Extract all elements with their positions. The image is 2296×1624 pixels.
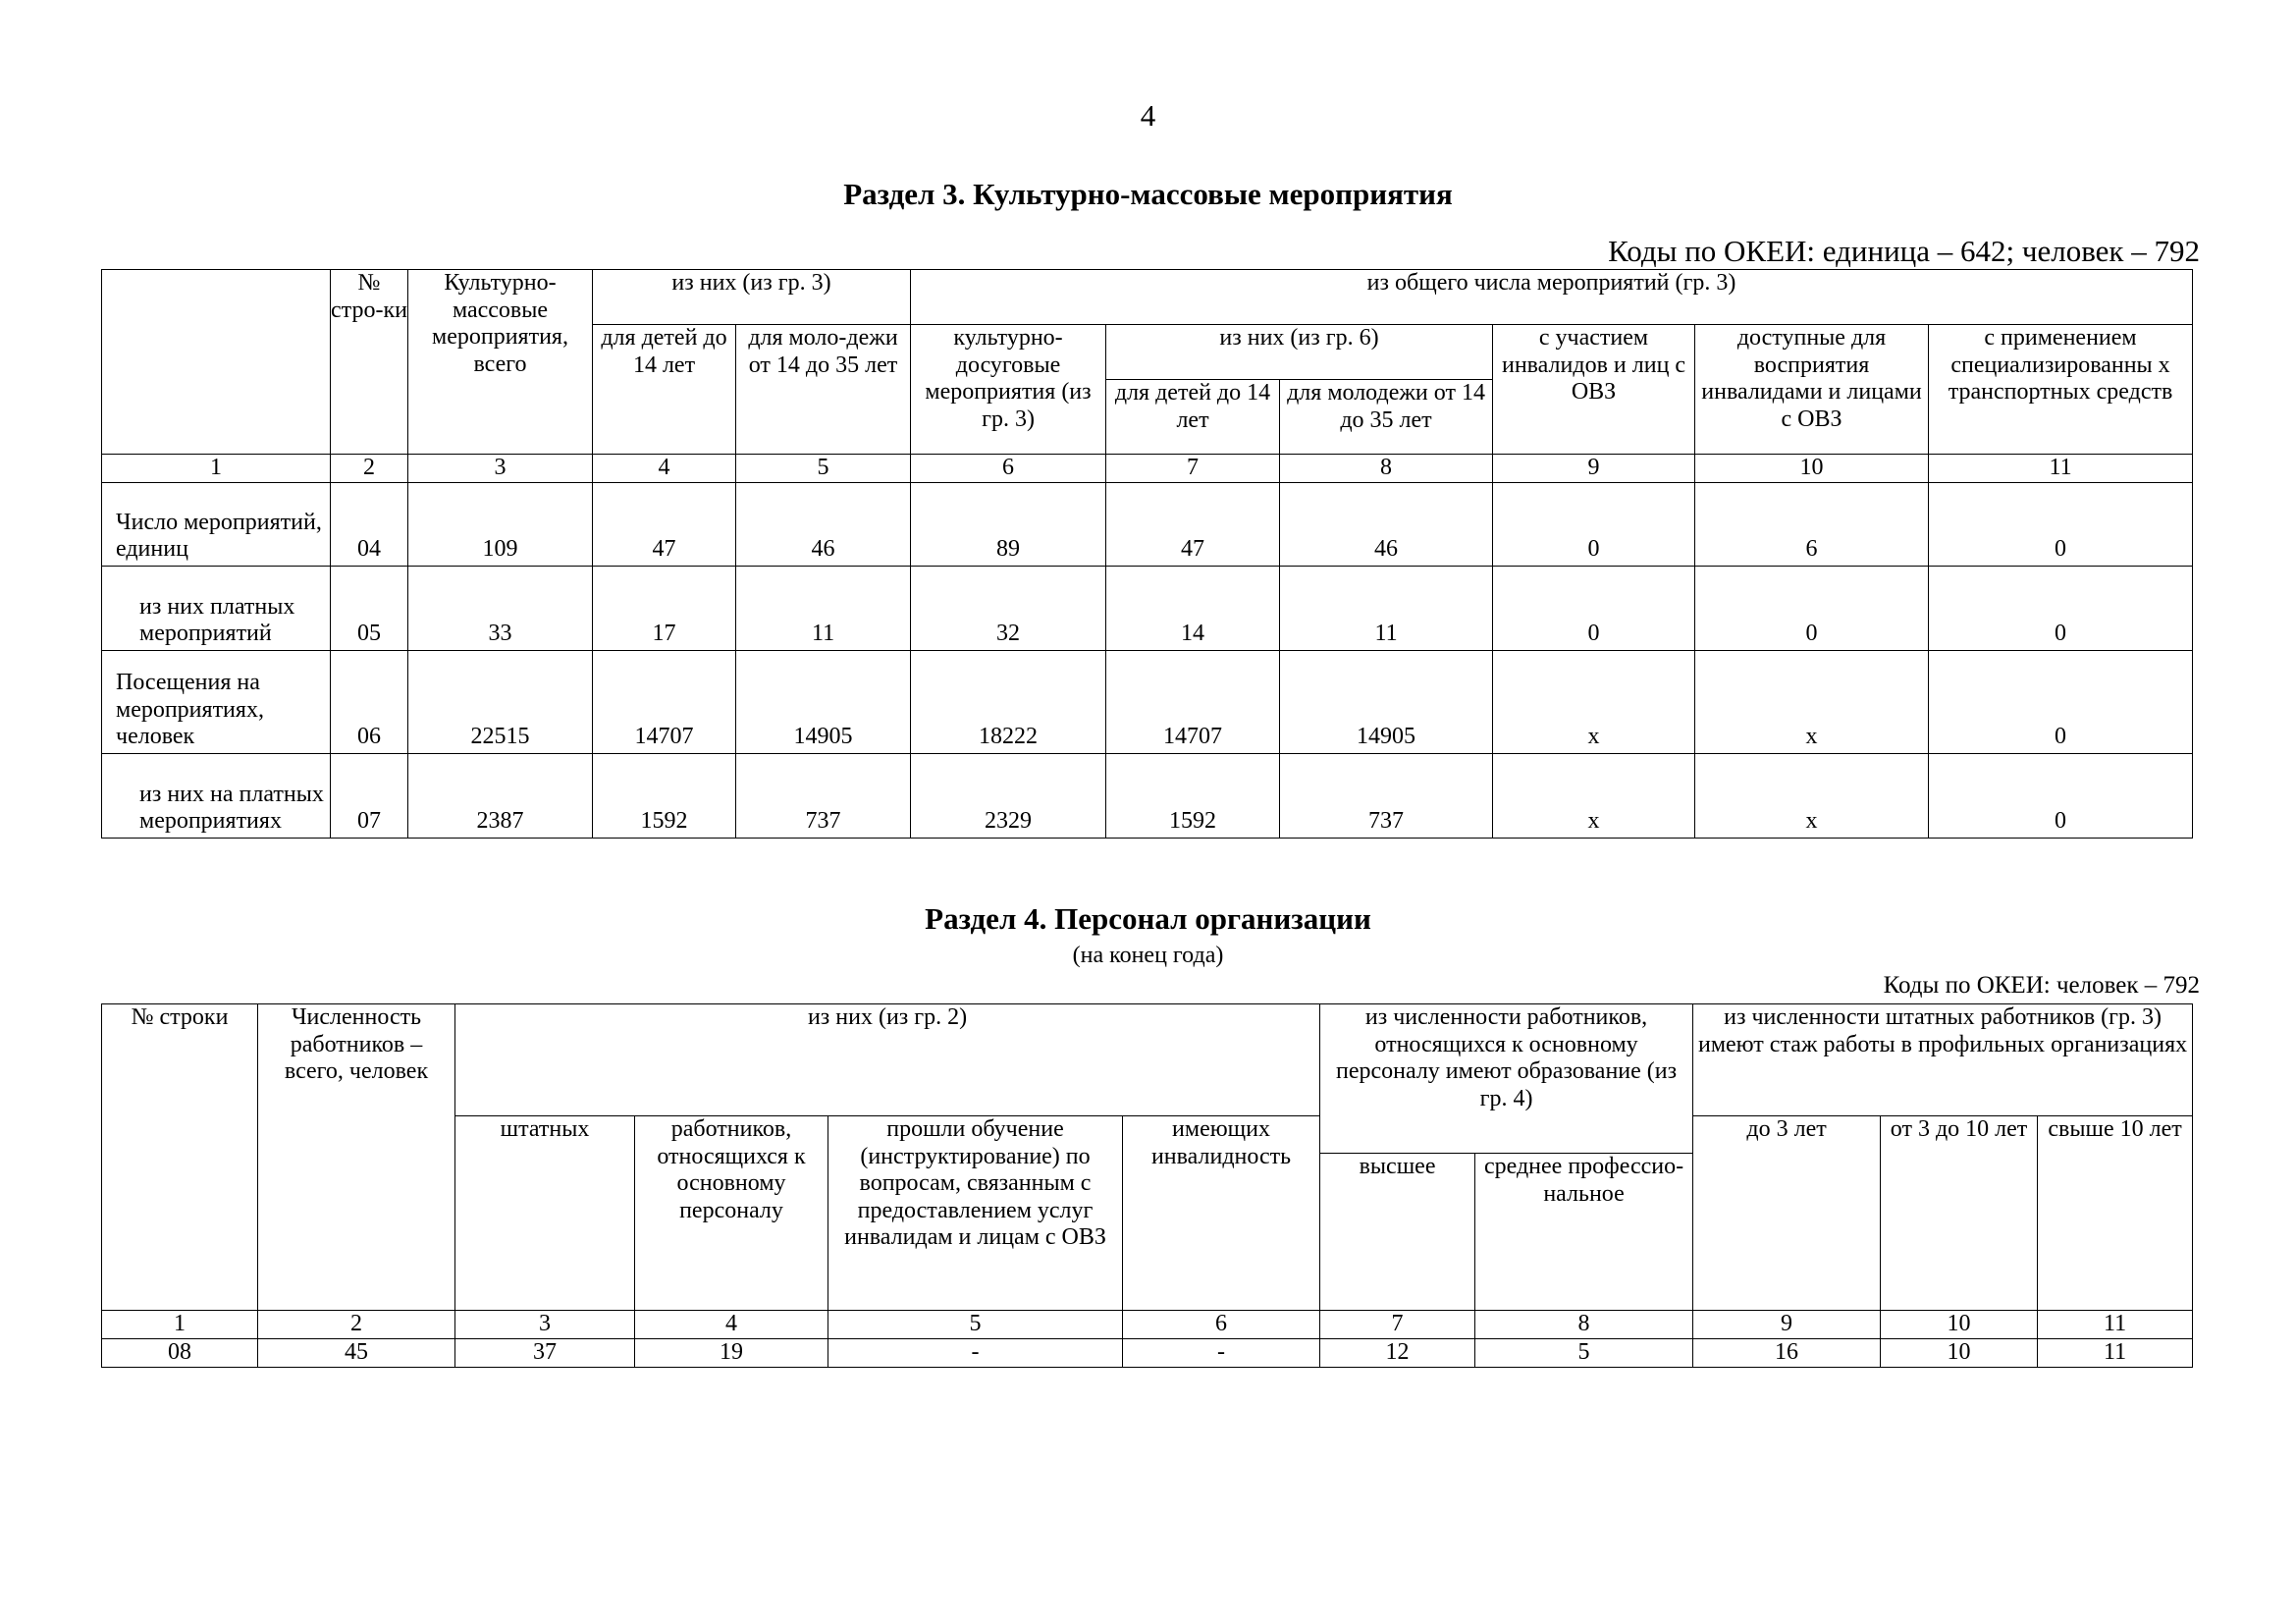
col-number: 10 [1695,455,1929,483]
cell: 37 [455,1339,635,1368]
table-row [102,567,2193,651]
cell: 11 [2038,1339,2193,1368]
table-row [102,754,2193,839]
header-experience-group: из численности штатных работников (гр. 3) имеют стаж работы в профильных организациях [1693,1004,2193,1116]
header-of-them-gr6: из них (из гр. 6) [1106,325,1493,380]
cell: 0 [1929,483,2193,567]
section4-title: Раздел 4. Персонал организации [925,901,1371,936]
cell: 18222 [911,651,1106,754]
header-main-personnel: работников, относящихся к основному персоналу [635,1116,828,1311]
header-higher: высшее [1320,1154,1475,1311]
row-label: Посещения на мероприятиях, человек [102,651,331,754]
header-of-total-gr3: из общего числа мероприятий (гр. 3) [911,270,2193,325]
cell: x [1695,651,1929,754]
header-accessible: доступные для восприятия инвалидами и лицами с ОВЗ [1695,325,1929,455]
header-trained: прошли обучение (инструктирование) по вопросам, связанным с предоставлением услуг инвалидам и лицам с ОВЗ [828,1116,1123,1311]
cell: 12 [1320,1339,1475,1368]
cell: 16 [1693,1339,1881,1368]
col-number: 1 [102,455,331,483]
header-of-them-gr2: из них (из гр. 2) [455,1004,1320,1116]
cell: x [1493,651,1695,754]
cell: 46 [736,483,911,567]
col-number: 4 [635,1311,828,1339]
row-label: из них платных мероприятий [102,567,331,651]
cell: 22515 [408,651,593,754]
header-total-events: Культурно-массовые мероприятия, всего [408,270,593,455]
cell: 14 [1106,567,1280,651]
col-number: 11 [1929,455,2193,483]
cell: 89 [911,483,1106,567]
cell: 2329 [911,754,1106,839]
cell: 08 [102,1339,258,1368]
cell: 1592 [593,754,736,839]
cell: 46 [1280,483,1493,567]
col-number: 2 [331,455,408,483]
cell: 2387 [408,754,593,839]
section4-table [101,1003,2193,1368]
cell: 14707 [593,651,736,754]
col-number: 11 [2038,1311,2193,1339]
cell: 0 [1929,651,2193,754]
header-3-to-10: от 3 до 10 лет [1881,1116,2038,1311]
col-number: 4 [593,455,736,483]
cell: 07 [331,754,408,839]
col-number: 1 [102,1311,258,1339]
header-special-transport: с применением специализированны х транспортных средств [1929,325,2193,455]
header-children-14-b: для детей до 14 лет [1106,380,1280,455]
header-education-group: из численности работников, относящихся к основному персоналу имеют образование (из гр. 4) [1320,1004,1693,1116]
cell: 0 [1929,567,2193,651]
cell: 45 [258,1339,455,1368]
header-blank [102,270,331,455]
cell: 0 [1493,483,1695,567]
col-number: 9 [1493,455,1695,483]
cell: 17 [593,567,736,651]
row-label: из них на платных мероприятиях [102,754,331,839]
cell: 04 [331,483,408,567]
col-number: 3 [455,1311,635,1339]
cell: 6 [1695,483,1929,567]
cell: x [1493,754,1695,839]
cell: x [1695,754,1929,839]
cell: 14905 [736,651,911,754]
section3-okei-codes: Коды по ОКЕИ: единица – 642; человек – 792 [1608,234,2200,268]
header-line-no: № стро-ки [331,270,408,455]
cell: 33 [408,567,593,651]
page-number: 4 [1140,98,1156,133]
col-number: 6 [911,455,1106,483]
section3-table [101,269,2193,839]
table-row [102,651,2193,754]
col-number: 9 [1693,1311,1881,1339]
col-number: 7 [1106,455,1280,483]
header-with-disabled: с участием инвалидов и лиц с ОВЗ [1493,325,1695,455]
cell: 14707 [1106,651,1280,754]
col-number: 5 [828,1311,1123,1339]
table-row [102,483,2193,567]
header-youth-14-35-b: для молодежи от 14 до 35 лет [1280,380,1493,455]
cell: 737 [1280,754,1493,839]
cell: 19 [635,1339,828,1368]
cell: 47 [1106,483,1280,567]
section4-subtitle: (на конец года) [1072,943,1224,968]
cell: 11 [736,567,911,651]
row-label: Число мероприятий, единиц [102,483,331,567]
cell: 109 [408,483,593,567]
header-education-spacer [1320,1116,1693,1154]
cell: - [828,1339,1123,1368]
cell: 06 [331,651,408,754]
header-youth-14-35: для моло-дежи от 14 до 35 лет [736,325,911,455]
col-number: 7 [1320,1311,1475,1339]
cell: 05 [331,567,408,651]
table-row [102,1339,2193,1368]
cell: - [1123,1339,1320,1368]
cell: 14905 [1280,651,1493,754]
cell: 0 [1929,754,2193,839]
header-total-staff: Численность работников – всего, человек [258,1004,455,1311]
cell: 1592 [1106,754,1280,839]
cell: 32 [911,567,1106,651]
header-line-no: № строки [102,1004,258,1311]
header-up-to-3: до 3 лет [1693,1116,1881,1311]
header-cultural-leisure: культурно-досуговые мероприятия (из гр. 3) [911,325,1106,455]
cell: 737 [736,754,911,839]
col-number: 2 [258,1311,455,1339]
col-number: 6 [1123,1311,1320,1339]
cell: 0 [1493,567,1695,651]
header-disabled: имеющих инвалидность [1123,1116,1320,1311]
col-number: 5 [736,455,911,483]
cell: 5 [1475,1339,1693,1368]
header-over-10: свыше 10 лет [2038,1116,2193,1311]
header-staff: штатных [455,1116,635,1311]
cell: 47 [593,483,736,567]
header-children-14: для детей до 14 лет [593,325,736,455]
header-secondary-prof: среднее профессио-нальное [1475,1154,1693,1311]
col-number: 10 [1881,1311,2038,1339]
cell: 10 [1881,1339,2038,1368]
section3-title: Раздел 3. Культурно-массовые мероприятия [843,177,1453,211]
col-number: 8 [1475,1311,1693,1339]
section4-okei-codes: Коды по ОКЕИ: человек – 792 [1883,972,2200,999]
cell: 11 [1280,567,1493,651]
col-number: 8 [1280,455,1493,483]
col-number: 3 [408,455,593,483]
header-of-them-gr3: из них (из гр. 3) [593,270,911,325]
cell: 0 [1695,567,1929,651]
